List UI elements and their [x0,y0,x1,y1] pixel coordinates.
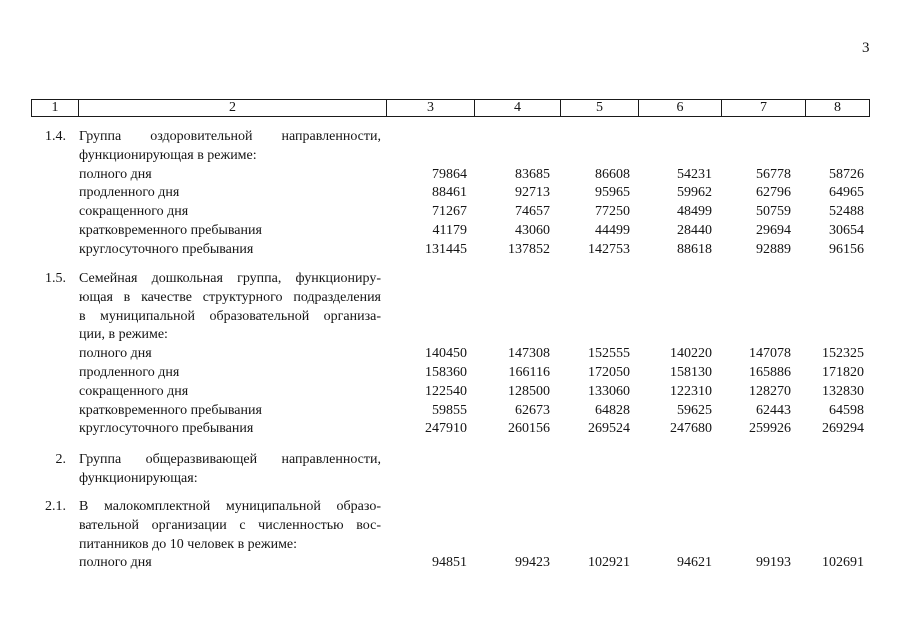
section-number: 1.5. [45,271,66,286]
cell-value: 29694 [756,223,791,238]
section-title-line: вательной организации с численностью вос- [79,517,381,533]
section-number: 2. [55,452,66,467]
cell-value: 43060 [515,223,550,238]
section-title-line: Группа оздоровительной направленности, [79,129,381,144]
cell-value: 64965 [829,185,864,201]
cell-value: 58726 [829,166,864,182]
section-title-line: ции, в режиме: [79,327,168,343]
cell-value: 54231 [677,166,712,182]
cell-value: 152325 [822,346,864,362]
cell-value: 92889 [756,241,791,257]
row-label: сокращенного дня [79,204,189,220]
section-number: 2.1. [45,499,66,514]
cell-value: 50759 [756,204,791,220]
section-title-line: в муниципальной образовательной организа- [79,308,381,324]
header-col-1: 1 [32,100,79,117]
cell-value: 247910 [425,421,467,437]
row-label: продленного дня [79,185,180,201]
section-title-line: функционирующая в режиме: [79,147,257,163]
cell-value: 59962 [677,185,712,201]
cell-value: 247680 [670,421,712,437]
row-label: полного дня [79,166,152,182]
header-col-4: 4 [475,100,561,117]
cell-value: 142753 [588,241,630,257]
row-label: полного дня [79,346,152,362]
cell-value: 86608 [595,166,630,182]
cell-value: 59855 [432,402,467,418]
cell-value: 140220 [670,346,712,362]
cell-value: 102921 [588,555,630,571]
cell-value: 71267 [432,204,467,220]
cell-value: 260156 [508,421,550,437]
cell-value: 158130 [670,365,712,380]
cell-value: 269524 [588,421,630,437]
cell-value: 62673 [515,402,550,418]
cell-value: 77250 [595,204,630,220]
column-number-header [31,99,870,117]
section-number: 1.4. [45,129,66,144]
header-col-8: 8 [806,100,870,117]
cell-value: 158360 [425,365,467,380]
cell-value: 102691 [822,555,864,571]
cell-value: 131445 [425,241,467,257]
cell-value: 137852 [508,241,550,257]
cell-value: 88618 [677,241,712,257]
cell-value: 166116 [508,365,550,380]
row-label: круглосуточного пребывания [79,241,254,257]
cell-value: 171820 [822,365,864,380]
header-col-3: 3 [387,100,475,117]
cell-value: 147308 [508,346,550,362]
cell-value: 44499 [595,223,630,238]
cell-value: 94621 [677,555,712,571]
row-label: полного дня [79,555,152,571]
header-col-2: 2 [79,100,387,117]
cell-value: 96156 [829,241,864,257]
section-title-line: Семейная дошкольная группа, функциониру- [79,271,381,286]
cell-value: 95965 [595,185,630,201]
header-col-5: 5 [561,100,639,117]
cell-value: 92713 [515,185,550,201]
row-label: продленного дня [79,365,180,380]
cell-value: 52488 [829,204,864,220]
cell-value: 122310 [670,383,712,399]
row-label: кратковременного пребывания [79,402,262,418]
row-label: сокращенного дня [79,383,189,399]
cell-value: 165886 [749,365,791,380]
cell-value: 28440 [677,223,712,238]
cell-value: 122540 [425,383,467,399]
cell-value: 99423 [515,555,550,571]
section-title-line: ющая в качестве структурного подразделения [79,289,381,305]
section-title-line: питанников до 10 человек в режиме: [79,536,298,552]
cell-value: 62443 [756,402,791,418]
cell-value: 128270 [749,383,791,399]
cell-value: 41179 [432,223,467,238]
cell-value: 83685 [515,166,550,182]
cell-value: 259926 [749,421,791,437]
cell-value: 99193 [756,555,791,571]
header-col-6: 6 [639,100,722,117]
cell-value: 48499 [677,204,712,220]
cell-value: 152555 [588,346,630,362]
cell-value: 59625 [677,402,712,418]
cell-value: 172050 [588,365,630,380]
cell-value: 30654 [829,223,864,238]
cell-value: 132830 [822,383,864,399]
row-label: круглосуточного пребывания [79,421,254,437]
cell-value: 147078 [749,346,791,362]
cell-value: 56778 [756,166,791,182]
cell-value: 140450 [425,346,467,362]
cell-value: 94851 [432,555,467,571]
section-title-line: функционирующая: [79,470,198,486]
cell-value: 128500 [508,383,550,399]
section-title-line: Группа общеразвивающей направленности, [79,452,381,467]
page-number: 3 [862,40,870,56]
cell-value: 62796 [756,185,791,201]
cell-value: 64598 [829,402,864,418]
section-title-line: В малокомплектной муниципальной образо- [79,499,381,514]
cell-value: 133060 [588,383,630,399]
cell-value: 269294 [822,421,864,437]
row-label: кратковременного пребывания [79,223,262,238]
cell-value: 79864 [432,166,467,182]
header-col-7: 7 [722,100,806,117]
cell-value: 74657 [515,204,550,220]
cell-value: 64828 [595,402,630,418]
cell-value: 88461 [432,185,467,201]
